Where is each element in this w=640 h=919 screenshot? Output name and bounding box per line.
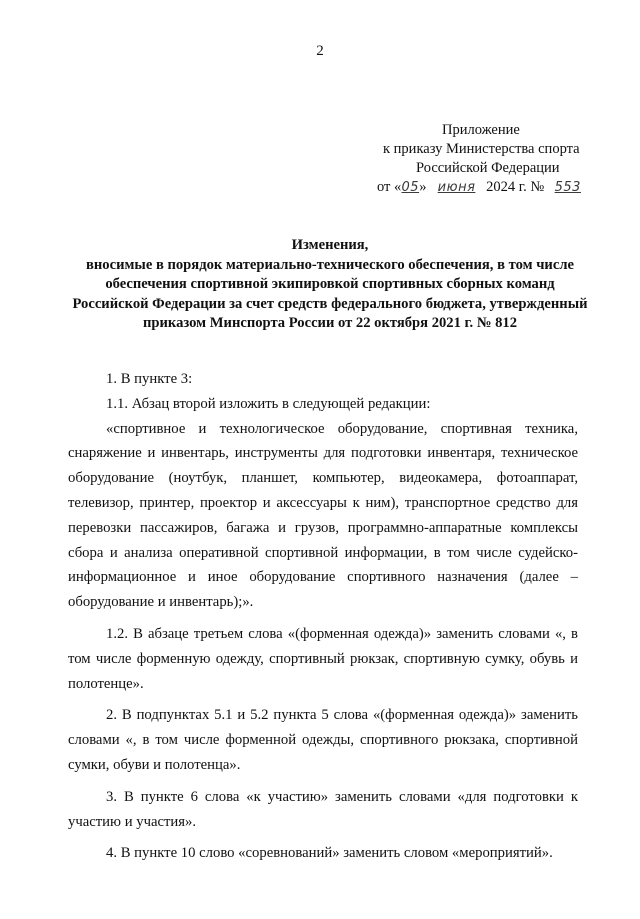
handwritten-order-number: 553 bbox=[554, 180, 581, 195]
paragraph-item-4: 4. В пункте 10 слово «соревнований» заменить словом «мероприятий». bbox=[106, 845, 553, 862]
appendix-title: Приложение bbox=[442, 122, 520, 138]
appendix-order-ref: к приказу Министерства спорта bbox=[383, 141, 580, 157]
appendix-date-line bbox=[370, 178, 620, 197]
document-body bbox=[68, 367, 578, 866]
date-mid: » bbox=[419, 179, 427, 195]
title-line-5: приказом Минспорта России от 22 октября 2021 г. № 812 bbox=[142, 315, 518, 331]
title-line-3: обеспечения спортивной экипировкой спортивных сборных команд bbox=[105, 276, 555, 292]
paragraph-item-1-1: 1.1. Абзац второй изложить в следующей редакции: bbox=[106, 395, 431, 412]
paragraph-item-1-2: 1.2. В абзаце третьем слова «(форменная одежда)» заменить словами «, в том числе форменную одежду, спортивный рюкзак, спортивную сумку, обувь и полотенце». bbox=[68, 625, 578, 692]
paragraph-item-1: 1. В пункте 3: bbox=[106, 371, 193, 387]
handwritten-day: 05 bbox=[401, 180, 420, 195]
appendix-federation: Российской Федерации bbox=[416, 160, 560, 176]
title-line-2: вносимые в порядок материально-технического обеспечения, в том числе bbox=[86, 256, 574, 273]
title-line-1: Изменения, bbox=[291, 237, 369, 253]
page-number: 2 bbox=[316, 43, 324, 59]
date-year: 2024 г. № bbox=[486, 179, 545, 195]
paragraph-item-3: 3. В пункте 6 слова «к участию» заменить словами «для подготовки к участию и участия». bbox=[68, 788, 578, 830]
appendix-header bbox=[370, 121, 620, 197]
date-prefix: от « bbox=[377, 179, 402, 195]
title-line-4: Российской Федерации за счет средств федерального бюджета, утвержденный bbox=[72, 295, 588, 312]
document-title bbox=[60, 236, 600, 334]
handwritten-month: июня bbox=[437, 180, 476, 195]
paragraph-item-2: 2. В подпунктах 5.1 и 5.2 пункта 5 слова «(форменная одежда)» заменить словами «, в том числе форменной одежды, спортивного рюкзака, спортивной сумки, обуви и полотенца». bbox=[68, 707, 578, 773]
paragraph-quote: «спортивное и технологическое оборудование, спортивная техника, снаряжение и инвентарь, инструменты для подготовки инвентаря, техническое оборудование (ноутбук, планшет, компьютер, видеокамера, фотоаппарат, телевизор, принтер, проектор и аксессуары к ним), транспортное средство для перевозки пассажиров, багажа и грузов, программно-аппаратные комплексы сбора и анализа оперативной спортивной информации, в том числе судейско-информационное и иное оборудование спортивного назначения (далее – оборудование и инвентарь);». bbox=[68, 420, 578, 611]
